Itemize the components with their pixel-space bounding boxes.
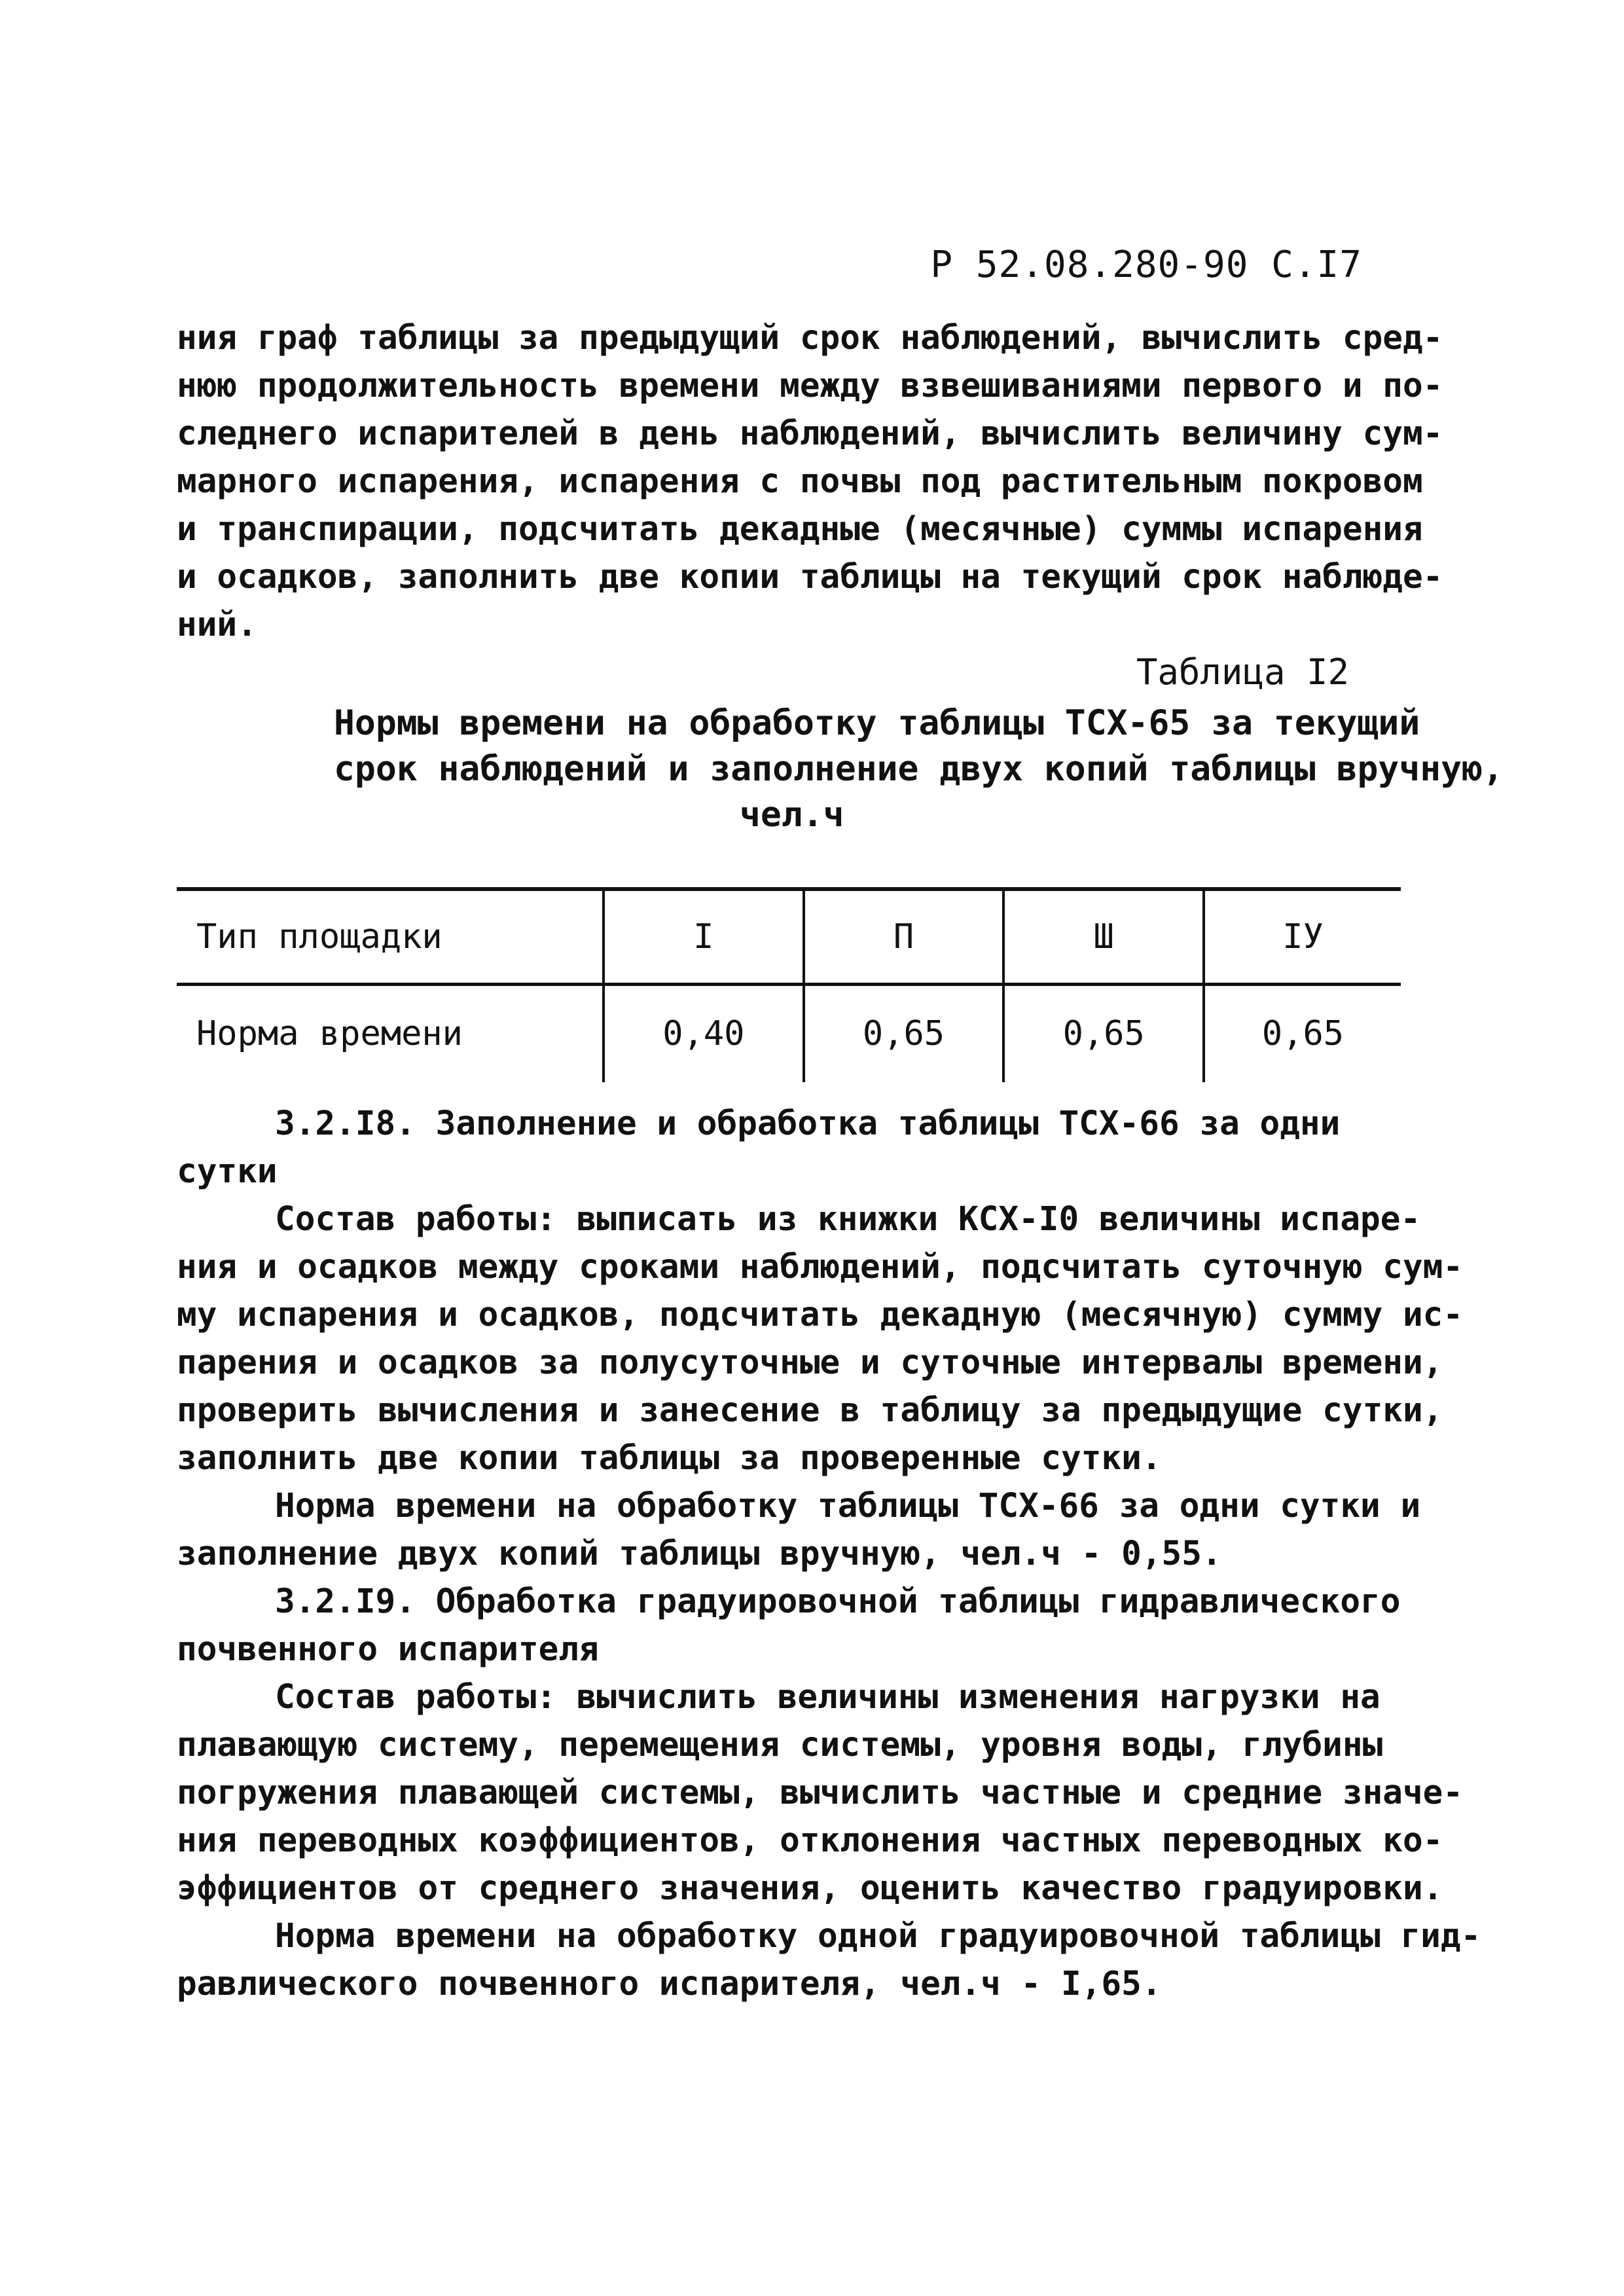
column-header: Тип площадки — [177, 889, 604, 984]
section-heading: 3.2.I9. Обработка градуировочной таблицы гидравлического — [275, 1582, 1401, 1621]
text-line: и осадков, заполнить две копии таблицы на текущий срок наблюде- — [177, 558, 1443, 596]
text-line: ния граф таблицы за предыдущий срок наблюдений, вычислить сред- — [177, 319, 1443, 357]
table-header-row — [177, 889, 1401, 984]
section-heading: сутки — [177, 1152, 278, 1191]
table-cell: 0,40 — [604, 984, 804, 1082]
text-line: нюю продолжительность времени между взвешиваниями первого и по- — [177, 367, 1443, 405]
text-line: следнего испарителей в день наблюдений, вычислить величину сум- — [177, 414, 1443, 453]
text-line: заполнить две копии таблицы за проверенные сутки. — [177, 1439, 1162, 1478]
section-3-2-19 — [177, 1578, 1481, 2008]
table-title — [334, 701, 1504, 838]
table-title-unit: чел.ч — [740, 795, 844, 835]
intro-paragraph — [177, 314, 1443, 649]
table-cell: 0,65 — [804, 984, 1004, 1082]
text-line: и транспирации, подсчитать декадные (месячные) суммы испарения — [177, 510, 1423, 549]
text-line: ний. — [177, 606, 257, 644]
text-line: проверить вычисления и занесение в таблицу за предыдущие сутки, — [177, 1391, 1443, 1430]
section-3-2-18 — [177, 1100, 1464, 1578]
text-line: Норма времени на обработку одной градуировочной таблицы гид- — [275, 1917, 1481, 1956]
row-label: Норма времени — [196, 1014, 463, 1054]
text-line: ния и осадков между сроками наблюдений, подсчитать суточную сум- — [177, 1248, 1464, 1286]
table-row — [177, 984, 1401, 1082]
column-header: IУ — [1204, 889, 1401, 984]
text-line: му испарения и осадков, подсчитать декадную (месячную) сумму ис- — [177, 1296, 1464, 1334]
table-title-line: Нормы времени на обработку таблицы ТСХ-65 за текущий — [334, 703, 1420, 743]
text-line: равлического почвенного испарителя, чел.ч - I,65. — [177, 1965, 1162, 2003]
document-reference: Р 52.08.280-90 С.I7 — [930, 244, 1362, 286]
text-line: марного испарения, испарения с почвы под растительным покровом — [177, 462, 1423, 501]
text-line: заполнение двух копий таблицы вручную, чел.ч - 0,55. — [177, 1535, 1222, 1573]
text-line: Состав работы: выписать из книжки КСХ-I0 величины испаре- — [275, 1200, 1421, 1239]
text-line: ния переводных коэффициентов, отклонения частных переводных ко- — [177, 1821, 1443, 1860]
text-line: эффициентов от среднего значения, оценить качество градуировки. — [177, 1869, 1443, 1908]
section-heading: почвенного испарителя — [177, 1630, 599, 1669]
table-cell: 0,65 — [1204, 984, 1401, 1082]
column-header: П — [804, 889, 1004, 984]
text-line: погружения плавающей системы, вычислить частные и средние значе- — [177, 1774, 1464, 1812]
table-cell: 0,65 — [1003, 984, 1204, 1082]
text-line: Норма времени на обработку таблицы ТСХ-66 за одни сутки и — [275, 1487, 1421, 1525]
text-line: плавающую систему, перемещения системы, уровня воды, глубины — [177, 1726, 1383, 1764]
section-heading: 3.2.I8. Заполнение и обработка таблицы ТСХ-66 за одни — [275, 1104, 1341, 1143]
norms-table — [177, 887, 1401, 1082]
table-title-line: срок наблюдений и заполнение двух копий таблицы вручную, — [334, 749, 1504, 789]
text-line: парения и осадков за полусуточные и суточные интервалы времени, — [177, 1343, 1443, 1382]
column-header: I — [604, 889, 804, 984]
table-number: Таблица I2 — [1136, 651, 1349, 693]
text-line: Состав работы: вычислить величины изменения нагрузки на — [275, 1678, 1380, 1717]
column-header: Ш — [1003, 889, 1204, 984]
